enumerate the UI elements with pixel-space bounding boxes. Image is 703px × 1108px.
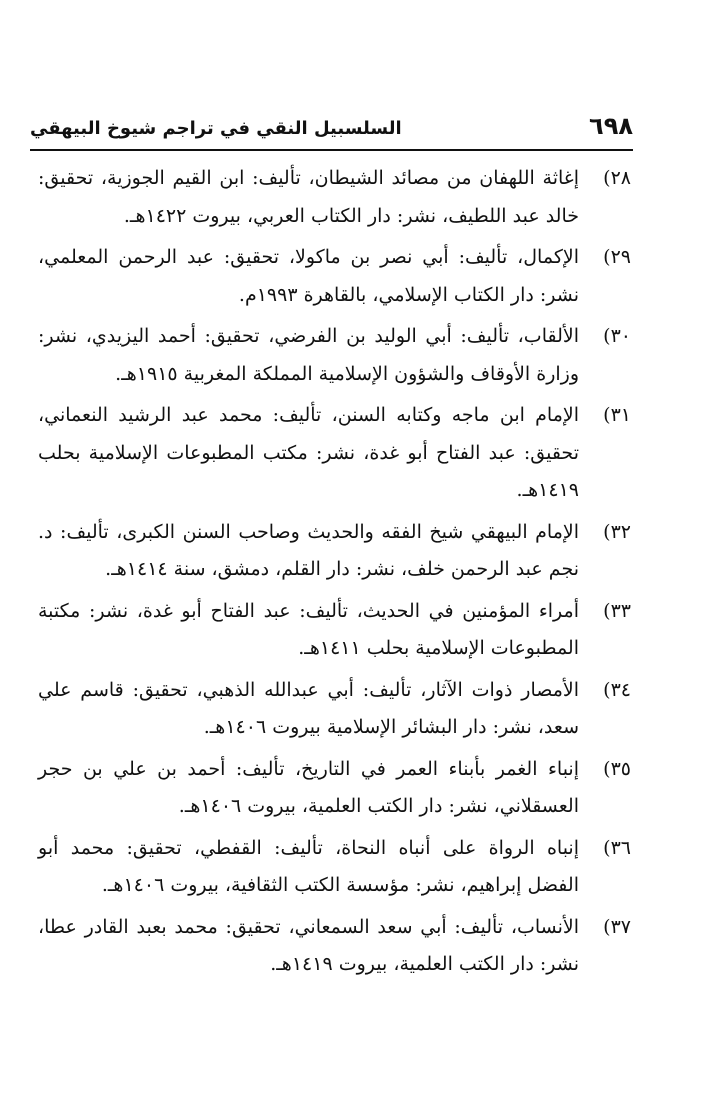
page-header xyxy=(30,108,633,148)
entry-text: إنباء الغمر بأبناء العمر في التاريخ، تأليف: أحمد بن علي بن حجر العسقلاني، نشر: دار الكتب العلمية، بيروت ١٤٠٦هـ. xyxy=(38,757,579,817)
bibliography-entry xyxy=(38,160,631,235)
bibliography-entry xyxy=(38,397,631,510)
entry-text: الإمام البيهقي شيخ الفقه والحديث وصاحب السنن الكبرى، تأليف: د. نجم عبد الرحمن خلف، نشر: دار القلم، دمشق، سنة ١٤١٤هـ. xyxy=(38,520,579,580)
running-title: السلسبيل النقي في تراجم شيوخ البيهقي xyxy=(30,118,402,139)
entry-number: ٢٩) xyxy=(603,246,631,268)
entry-text: الإمام ابن ماجه وكتابه السنن، تأليف: محمد عبد الرشيد النعماني، تحقيق: عبد الفتاح أبو غدة، نشر: مكتب المطبوعات الإسلامية بحلب ١٤١٩هـ. xyxy=(38,404,579,501)
bibliography-entry xyxy=(38,751,631,826)
bibliography-entry xyxy=(38,830,631,905)
entry-number: ٢٨) xyxy=(603,167,631,189)
bibliography-entry xyxy=(38,672,631,747)
entry-number: ٣٤) xyxy=(603,678,631,701)
entry-number: ٣٥) xyxy=(603,757,631,780)
entry-number: ٣١) xyxy=(603,404,631,426)
entry-text: أمراء المؤمنين في الحديث، تأليف: عبد الفتاح أبو غدة، نشر: مكتبة المطبوعات الإسلامية بحلب ١٤١١هـ. xyxy=(38,599,579,659)
entry-number: ٣٠) xyxy=(603,325,631,347)
entry-text: إنباه الرواة على أنباه النحاة، تأليف: القفطي، تحقيق: محمد أبو الفضل إبراهيم، نشر: مؤسسة الكتب الثقافية، بيروت ١٤٠٦هـ. xyxy=(38,836,579,896)
entry-number: ٣٦) xyxy=(603,836,631,859)
bibliography-entry xyxy=(38,239,631,314)
entry-text: الألقاب، تأليف: أبي الوليد بن الفرضي، تحقيق: أحمد اليزيدي، نشر: وزارة الأوقاف والشؤون الإسلامية المملكة المغربية ١٩١٥هـ. xyxy=(38,325,579,385)
header-rule xyxy=(30,149,633,151)
entry-text: الإكمال، تأليف: أبي نصر بن ماكولا، تحقيق: عبد الرحمن المعلمي، نشر: دار الكتاب الإسلامي، بالقاهرة ١٩٩٣م. xyxy=(38,246,579,306)
entry-number: ٣٣) xyxy=(603,599,631,622)
entry-number: ٣٧) xyxy=(603,915,631,938)
entry-number: ٣٢) xyxy=(603,520,631,543)
entry-text: الأمصار ذوات الآثار، تأليف: أبي عبدالله الذهبي، تحقيق: قاسم علي سعد، نشر: دار البشائر الإسلامية بيروت ١٤٠٦هـ. xyxy=(38,678,579,738)
bibliography-list xyxy=(38,160,631,988)
page-number: ٦٩٨ xyxy=(589,112,633,140)
bibliography-entry xyxy=(38,514,631,589)
bibliography-entry xyxy=(38,318,631,393)
bibliography-entry xyxy=(38,593,631,668)
entry-text: الأنساب، تأليف: أبي سعد السمعاني، تحقيق: محمد بعبد القادر عطا، نشر: دار الكتب العلمية، بيروت ١٤١٩هـ. xyxy=(38,915,579,975)
bibliography-entry xyxy=(38,909,631,984)
entry-text: إغاثة اللهفان من مصائد الشيطان، تأليف: ابن القيم الجوزية، تحقيق: خالد عبد اللطيف، نشر: دار الكتاب العربي، بيروت ١٤٢٢هـ. xyxy=(38,167,579,227)
